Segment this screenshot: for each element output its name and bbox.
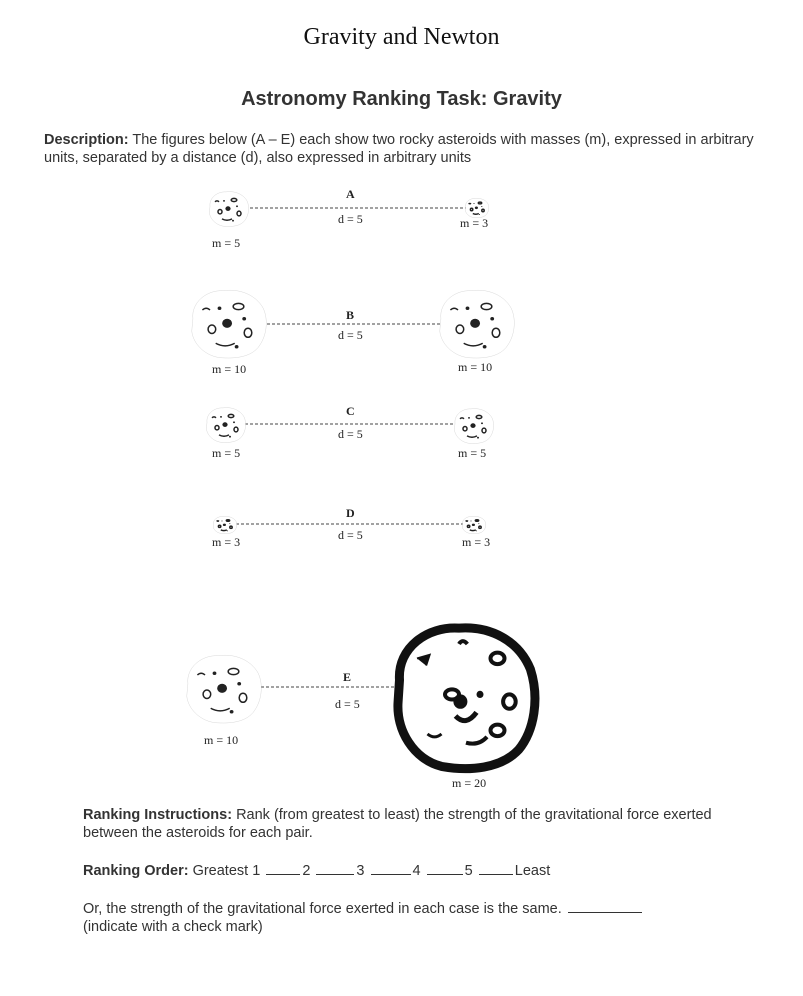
rank-3-blank[interactable] <box>371 860 411 875</box>
rank-4-blank[interactable] <box>427 860 463 875</box>
document-title: Gravity and Newton <box>303 24 500 50</box>
description-label: Description: <box>44 132 129 148</box>
rank-5-number: 5 <box>464 863 473 879</box>
mass-label-c-right: m = 5 <box>458 446 487 460</box>
mass-label-e-right: m = 20 <box>452 776 487 790</box>
description-text: The figures below (A – E) each show two rocky asteroids with masses (m), expressed in arbitrary units, separated by a distance (d), also expressed in arbitrary units <box>44 132 754 166</box>
figure-letter-b: B <box>346 308 355 322</box>
rank-1-blank[interactable] <box>266 860 300 875</box>
ranking-least: Least <box>514 863 551 879</box>
figure-letter-d: D <box>346 506 355 520</box>
task-title: Astronomy Ranking Task: Gravity <box>241 88 562 110</box>
ranking-label: Ranking Order: <box>83 863 189 879</box>
asteroid-icon <box>206 408 245 443</box>
distance-label-a: d = 5 <box>338 212 363 226</box>
asteroid-icon <box>398 628 535 769</box>
mass-label-d-left: m = 3 <box>212 535 241 549</box>
rank-4-number: 4 <box>412 863 421 879</box>
rank-2-number: 2 <box>302 863 311 879</box>
asteroid-icon <box>209 192 248 227</box>
same-note: (indicate with a check mark) <box>83 919 263 935</box>
asteroid-icon <box>454 409 493 444</box>
distance-label-b: d = 5 <box>338 328 363 342</box>
figure-e <box>187 628 535 769</box>
mass-label-c-left: m = 5 <box>212 446 241 460</box>
ranking-greatest: Greatest 1 <box>188 863 261 879</box>
instructions-text: Rank (from greatest to least) the strength of the gravitational force exerted between the asteroids for each pair. <box>83 807 712 841</box>
distance-label-e: d = 5 <box>335 697 360 711</box>
ranking-order <box>83 860 550 879</box>
instructions-label: Ranking Instructions: <box>83 807 233 823</box>
asteroid-icon <box>187 655 262 723</box>
figure-letter-e: E <box>343 670 352 684</box>
mass-label-a-left: m = 5 <box>212 236 241 250</box>
figure-b <box>192 290 515 358</box>
asteroid-icon <box>465 198 489 217</box>
rank-5-blank[interactable] <box>479 860 513 875</box>
mass-label-b-right: m = 10 <box>458 360 493 374</box>
mass-label-a-right: m = 3 <box>460 216 489 230</box>
distance-label-d: d = 5 <box>338 528 363 542</box>
asteroid-icon <box>192 290 267 358</box>
same-strength-statement <box>83 898 733 936</box>
figure-letter-c: C <box>346 404 355 418</box>
asteroid-icon <box>213 516 237 533</box>
asteroid-icon <box>440 290 515 358</box>
mass-label-d-right: m = 3 <box>462 535 491 549</box>
asteroid-icon <box>462 516 486 533</box>
mass-label-e-left: m = 10 <box>204 733 239 747</box>
distance-label-c: d = 5 <box>338 427 363 441</box>
same-check-blank[interactable] <box>568 898 642 913</box>
rank-3-number: 3 <box>356 863 365 879</box>
same-text: Or, the strength of the gravitational force exerted in each case is the same. <box>83 901 562 917</box>
rank-2-blank[interactable] <box>316 860 354 875</box>
mass-label-b-left: m = 10 <box>212 362 247 376</box>
figure-letter-a: A <box>346 187 355 201</box>
ranking-instructions <box>83 806 723 842</box>
